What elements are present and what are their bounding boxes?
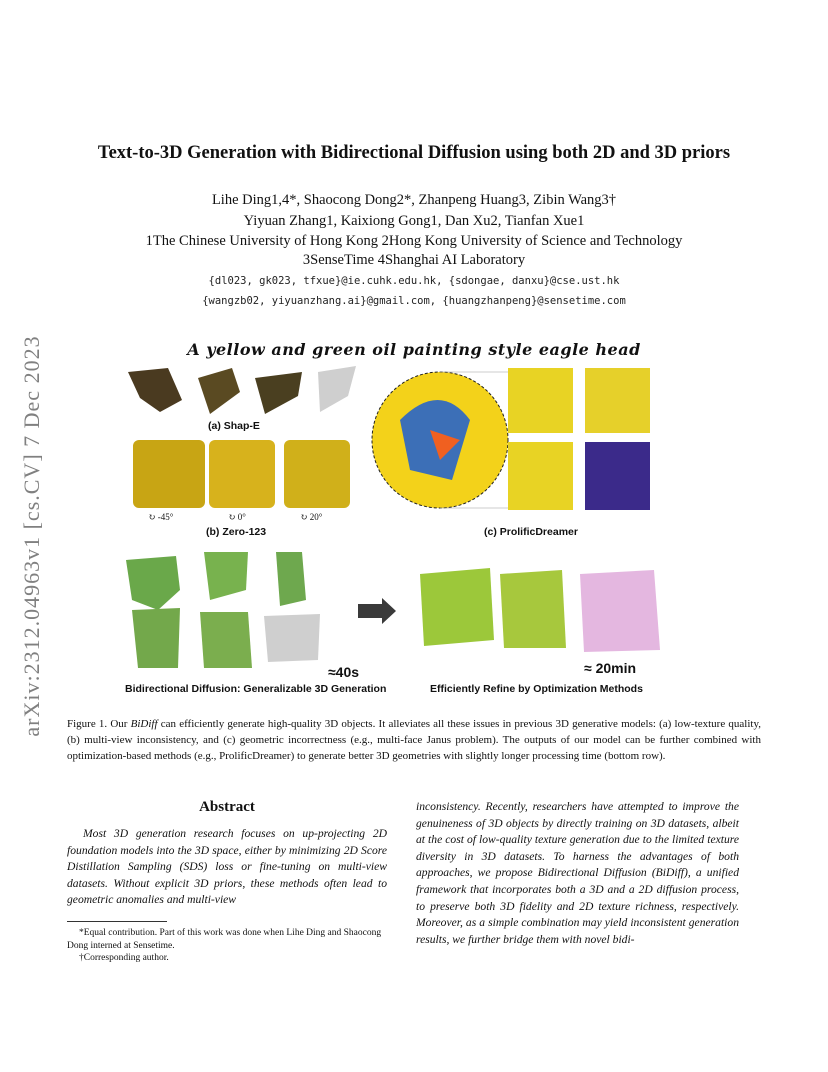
abstract-left-column: Most 3D generation research focuses on up-projecting 2D foundation models into the 3D space, either by minimizing 2D Score Distillation Sampling (SDS) loss or fine-tuning on multi-view datasets. Without explicit 3D priors, these methods often lead to geometric anomalies and multi-view <box>67 827 387 907</box>
abstract-heading: Abstract <box>199 799 255 815</box>
authors-line-2: Yiyuan Zhang1, Kaixiong Gong1, Dan Xu2, Tianfan Xue1 <box>243 213 585 229</box>
paper-title: Text-to-3D Generation with Bidirectional Diffusion using both 2D and 3D priors <box>97 143 731 163</box>
figure-caption <box>67 716 761 764</box>
bidiff-renders <box>126 552 660 668</box>
abstract-right-column: inconsistency. Recently, researchers have attempted to improve the genuineness of 3D objects by directly training on 3D datasets, albeit at the cost of low-quality texture generation due to the limited texture diversity in 3D datasets. To harness the advantages of both approaches, we propose Bidirectional Diffusion (BiDiff), a unified framework that incorporates both a 3D and a 2D diffusion process, to preserve both 3D fidelity and 2D texture richness, respectively. Moreover, as a simple combination may yield inconsistent generation results, we further bridge them with novel bidi- <box>416 800 739 946</box>
angle-minus45: ↻ -45° <box>148 512 174 522</box>
angle-minus45-text: -45° <box>157 512 174 522</box>
angle-0-text: 0° <box>237 512 246 522</box>
caption-rest: can efficiently generate high-quality 3D objects. It alleviates all these issues in previous 3D generative models: (a) low-texture quality, (b) multi-view inconsistency, and (c) geometric incorrectness (e.g., multi-face Janus problem). The outputs of our model can be further combined with optimization-based methods (e.g., ProlificDreamer) to generate better 3D geometries with slightly longer processing time (bottom row). <box>67 718 761 762</box>
shap-e-renders <box>128 366 356 414</box>
emails-line-1: {dl023, gk023, tfxue}@ie.cuhk.edu.hk, {sdongae, danxu}@cse.ust.hk <box>208 275 620 287</box>
zero-123-renders <box>133 440 350 508</box>
emails-line-2: {wangzb02, yiyuanzhang.ai}@gmail.com, {huangzhanpeng}@sensetime.com <box>202 295 626 307</box>
time-refine: ≈ 20min <box>584 660 637 676</box>
angle-20-text: 20° <box>309 512 323 522</box>
angle-0: ↻ 0° <box>228 512 246 522</box>
footnote-equal: *Equal contribution. Part of this work was done when Lihe Ding and Shaocong Dong interned at Sensetime. <box>67 928 382 951</box>
prolific-dreamer-renders <box>372 368 650 510</box>
time-bidiff: ≈40s <box>328 664 360 680</box>
label-refine: Efficiently Refine by Optimization Methods <box>430 683 643 695</box>
arxiv-stamp: arXiv:2312.04963v1 [cs.CV] 7 Dec 2023 <box>19 335 44 737</box>
angle-20: ↻ 20° <box>300 512 323 522</box>
label-zero-123: (b) Zero-123 <box>206 526 267 538</box>
affiliations-line-2: 3SenseTime 4Shanghai AI Laboratory <box>302 252 526 268</box>
caption-lead: Figure 1. Our <box>67 718 131 730</box>
label-prolific-dreamer: (c) ProlificDreamer <box>484 526 578 538</box>
caption-bidiff: BiDiff <box>130 718 158 730</box>
footnote-corresponding: †Corresponding author. <box>79 953 169 963</box>
affiliations-line-1: 1The Chinese University of Hong Kong 2Hong Kong University of Science and Technology <box>145 233 683 249</box>
label-bidiff: Bidirectional Diffusion: Generalizable 3D Generation <box>125 683 387 695</box>
figure-prompt: A yellow and green oil painting style eagle head <box>187 340 641 359</box>
footnote-rule <box>67 921 167 922</box>
authors-line-1: Lihe Ding1,4*, Shaocong Dong2*, Zhanpeng Huang3, Zibin Wang3† <box>211 192 617 208</box>
label-shap-e: (a) Shap-E <box>208 420 260 432</box>
